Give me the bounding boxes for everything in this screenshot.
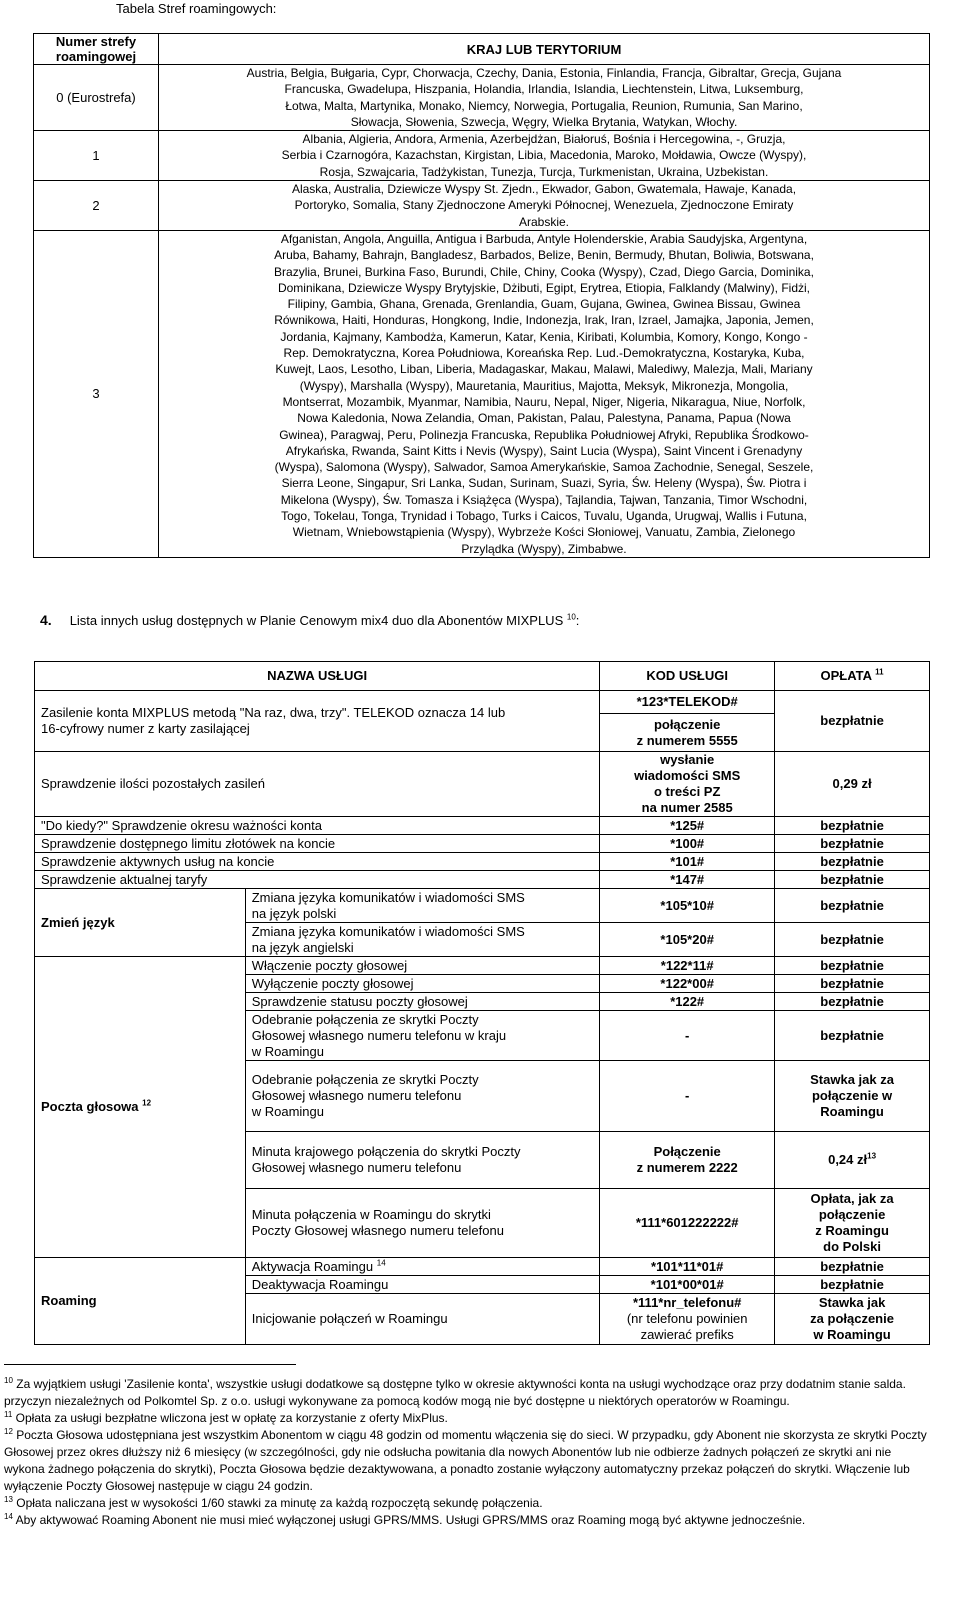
table-row	[35, 957, 930, 975]
service-code: *101*00*01#	[600, 1276, 775, 1294]
footnote: $^{12}$ Poczta Głosowa udostępniana jest wszystkim Abonentom w ciągu 48 godzin od momentu włączenia się do sieci. W przypadku, gdy Abonent nie skorzysta ze skrytki Poczty Głosowej przez okres dłuższy niż 6 miesięcy (w szczególności, gdy nie odsłucha powitania dla nowych Abonentów lub nie odbierze żadnych połączeń ze skrytki ani nie wykona żadnego połączenia do skrytki), Poczta Głosowa będzie dezaktywowana, a ponadto zostanie wyłączony automatyczny przekaz połączeń do skrytki. Włączenie lub wyłączenie Poczty Głosowej następuje w ciągu 24 godzin.	[4, 1427, 927, 1493]
footnote: $^{11}$ Opłata za usługi bezpłatne wliczona jest w opłatę za korzystanie z oferty MixPlus.	[4, 1410, 448, 1425]
service-fee: 0,24 $zł^{13}$	[775, 1132, 930, 1189]
service-code: *125#	[600, 817, 775, 835]
service-code: *105*10#	[600, 889, 775, 923]
service-name: Minuta krajowego połączenia do skrytki Poczty Głosowej własnego numeru telefonu	[245, 1132, 600, 1189]
service-fee: bezpłatnie	[775, 1276, 930, 1294]
group-label-language: Zmień język	[35, 889, 246, 957]
zone-number: 2	[34, 181, 159, 231]
service-fee: bezpłatnie	[775, 957, 930, 975]
service-name: Inicjowanie połączeń w Roamingu	[245, 1294, 600, 1345]
section-heading	[40, 612, 579, 628]
service-name: Deaktywacja Roamingu	[245, 1276, 600, 1294]
service-code: *122*00#	[600, 975, 775, 993]
service-code: Połączenie z numerem 2222	[600, 1132, 775, 1189]
section-footnote-ref: 10	[566, 612, 576, 622]
table-row	[35, 871, 930, 889]
service-code: *101*11*01#	[600, 1258, 775, 1276]
service-fee: bezpłatnie	[775, 993, 930, 1011]
service-code: *101#	[600, 853, 775, 871]
service-fee: bezpłatnie	[775, 817, 930, 835]
service-name: Wyłączenie poczty głosowej	[245, 975, 600, 993]
service-fee: bezpłatnie	[775, 1258, 930, 1276]
service-fee: Opłata, jak za połączenie z Roamingu do Polski	[775, 1189, 930, 1258]
roaming-zones-table	[33, 33, 930, 558]
service-fee: bezpłatnie	[775, 835, 930, 853]
service-fee-header: OPŁATA $^{11}$	[775, 662, 930, 691]
service-name: Włączenie poczty głosowej	[245, 957, 600, 975]
service-name: Zasilenie konta MIXPLUS metodą "Na raz, dwa, trzy". TELEKOD oznacza 14 lub 16-cyfrowy numer z karty zasilającej	[35, 691, 600, 752]
zone-countries: Alaska, Australia, Dziewicze Wyspy St. Zjedn., Ekwador, Gabon, Gwatemala, Hawaje, Kanada, Portoryko, Somalia, Stany Zjednoczone Ameryki Północnej, Wenezuela, Zjednoczone Emiraty Arabskie.	[159, 181, 930, 231]
country-header: KRAJ LUB TERYTORIUM	[159, 34, 930, 65]
zone-row	[34, 65, 930, 131]
group-label-voicemail: Poczta głosowa $^{12}$	[35, 957, 246, 1258]
service-name: Odebranie połączenia ze skrytki Poczty Głosowej własnego numeru telefonu w Roamingu	[245, 1061, 600, 1132]
table-row	[35, 1258, 930, 1276]
service-fee: Stawka jak za połączenie w Roamingu	[775, 1061, 930, 1132]
service-fee: 0,29 zł	[775, 752, 930, 817]
service-code: *100#	[600, 835, 775, 853]
service-code-header: KOD USŁUGI	[600, 662, 775, 691]
footnote: $^{14}$ Aby aktywować Roaming Abonent nie musi mieć wyłączonej usługi GPRS/MMS. Usługi GPRS/MMS oraz Roaming mogą być aktywne jednocześnie.	[4, 1512, 806, 1527]
service-code: *147#	[600, 871, 775, 889]
service-code: *111*601222222#	[600, 1189, 775, 1258]
zone-row	[34, 131, 930, 181]
footnotes	[4, 1376, 930, 1529]
service-code: *122#	[600, 993, 775, 1011]
zone-number-header: Numer strefy roamingowej	[34, 34, 159, 65]
service-code: wysłanie wiadomości SMS o treści PZ na numer 2585	[600, 752, 775, 817]
zone-countries: Austria, Belgia, Bułgaria, Cypr, Chorwacja, Czechy, Dania, Estonia, Finlandia, Francja, Gibraltar, Grecja, Gujana Francuska, Gwadelupa, Hiszpania, Holandia, Irlandia, Islandia, Liechtenstein, Litwa, Luksemburg, Łotwa, Malta, Martynika, Monako, Niemcy, Norwegia, Portugalia, Reunion, Rumunia, San Marino, Słowacja, Słowenia, Szwecja, Węgry, Wielka Brytania, Watykan, Włochy.	[159, 65, 930, 131]
service-name: "Do kiedy?" Sprawdzenie okresu ważności konta	[35, 817, 600, 835]
table-row	[35, 752, 930, 817]
table-row	[35, 691, 930, 714]
zone-countries: Albania, Algieria, Andora, Armenia, Azerbejdżan, Białoruś, Bośnia i Hercegowina, -, Gruzja, Serbia i Czarnogóra, Kazachstan, Kirgistan, Libia, Macedonia, Maroko, Mołdawia, Owcze (Wyspy), Rosja, Szwajcaria, Tadżykistan, Tunezja, Turcja, Turkmenistan, Ukraina, Uzbekistan.	[159, 131, 930, 181]
service-fee: bezpłatnie	[775, 975, 930, 993]
footnote: $^{13}$ Opłata naliczana jest w wysokości 1/60 stawki za minutę za każdą rozpoczętą sekundę połączenia.	[4, 1495, 543, 1510]
service-name: Zmiana języka komunikatów i wiadomości SMS na język angielski	[245, 923, 600, 957]
zone-countries: Afganistan, Angola, Anguilla, Antigua i Barbuda, Antyle Holenderskie, Arabia Saudyjska, Argentyna, Aruba, Bahamy, Bahrajn, Bangladesz, Barbados, Belize, Benin, Bermudy, Bhutan, Boliwia, Botswana, Brazylia, Brunei, Burkina Faso, Burundi, Chile, Chiny, Cooka (Wyspy), Czad, Diego Garcia, Dominika, Dominikana, Dziewicze Wyspy Brytyjskie, Dżibuti, Egipt, Erytrea, Etiopia, Falklandy (Malwiny), Fidżi, Filipiny, Gambia, Ghana, Grenada, Grenlandia, Guam, Gujana, Gwinea, Gwinea Bissau, Gwinea Równikowa, Haiti, Honduras, Hongkong, Indie, Indonezja, Irak, Iran, Izrael, Jamajka, Japonia, Jemen, Jordania, Kajmany, Kambodża, Kamerun, Katar, Kenia, Kiribati, Kolumbia, Komory, Kongo, Kongo - Rep. Demokratyczna, Korea Południowa, Koreańska Rep. Lud.-Demokratyczna, Kostaryka, Kuba, Kuwejt, Laos, Lesotho, Liban, Liberia, Madagaskar, Makau, Malawi, Malediwy, Malezja, Mali, Mariany (Wyspy), Marshalla (Wyspy), Mauretania, Mauritius, Majotta, Meksyk, Mikronezja, Mongolia, Montserrat, Mozambik, Myanmar, Namibia, Nauru, Nepal, Niger, Nigeria, Nikaragua, Niue, Norfolk, Nowa Kaledonia, Nowa Zelandia, Oman, Pakistan, Palau, Palestyna, Panama, Papua (Nowa Gwinea), Paragwaj, Peru, Polinezja Francuska, Republika Południowej Afryki, Republika Środkowo- Afrykańska, Rwanda, Saint Kitts i Nevis (Wyspy), Saint Lucia (Wyspa), Saint Vincent i Grenadyny (Wyspa), Salomona (Wyspy), Salwador, Samoa Amerykańskie, Samoa Zachodnie, Senegal, Seszele, Sierra Leone, Singapur, Sri Lanka, Sudan, Surinam, Suazi, Syria, Św. Heleny (Wyspa), Św. Piotra i Mikelona (Wyspy), Św. Tomasza i Książęca (Wyspa), Tajlandia, Tajwan, Tanzania, Timor Wschodni, Togo, Tokelau, Tonga, Trynidad i Tobago, Turks i Caicos, Tuvalu, Uganda, Urugwaj, Wallis i Futuna, Wietnam, Wniebowstąpienia (Wyspy), Wybrzeże Kości Słoniowej, Vanuatu, Zambia, Zielonego Przylądka (Wyspy), Zimbabwe.	[159, 230, 930, 557]
service-fee: bezpłatnie	[775, 871, 930, 889]
service-name: Sprawdzenie aktywnych usług na koncie	[35, 853, 600, 871]
service-code: -	[600, 1061, 775, 1132]
section-colon: :	[575, 613, 580, 628]
service-code: *123*TELEKOD#	[600, 691, 775, 714]
group-label-roaming: Roaming	[35, 1258, 246, 1345]
service-code: -	[600, 1011, 775, 1061]
service-code: *111*nr_telefonu# (nr telefonu powinien zawierać prefiks	[600, 1294, 775, 1345]
service-name: Zmiana języka komunikatów i wiadomości SMS na język polski	[245, 889, 600, 923]
zone-row	[34, 181, 930, 231]
table-row	[35, 889, 930, 923]
service-name: Sprawdzenie dostępnego limitu złotówek na koncie	[35, 835, 600, 853]
service-name: Aktywacja Roamingu $^{14}$	[245, 1258, 600, 1276]
zone-number: 1	[34, 131, 159, 181]
service-fee: bezpłatnie	[775, 1011, 930, 1061]
service-code: połączenie z numerem 5555	[600, 714, 775, 752]
service-name-header: NAZWA USŁUGI	[35, 662, 600, 691]
service-name: Sprawdzenie statusu poczty głosowej	[245, 993, 600, 1011]
table-header-row	[35, 662, 930, 691]
zone-number: 0 (Eurostrefa)	[34, 65, 159, 131]
service-code: *105*20#	[600, 923, 775, 957]
service-fee: bezpłatnie	[775, 923, 930, 957]
table-row	[35, 817, 930, 835]
service-name: Minuta połączenia w Roamingu do skrytki Poczty Głosowej własnego numeru telefonu	[245, 1189, 600, 1258]
service-name: Odebranie połączenia ze skrytki Poczty Głosowej własnego numeru telefonu w kraju w Roamingu	[245, 1011, 600, 1061]
section-title: Lista innych usług dostępnych w Planie Cenowym mix4 duo dla Abonentów MIXPLUS	[69, 613, 564, 628]
service-fee: bezpłatnie	[775, 691, 930, 752]
zone-row	[34, 230, 930, 557]
service-name: Sprawdzenie ilości pozostałych zasileń	[35, 752, 600, 817]
table-row	[35, 853, 930, 871]
zone-number: 3	[34, 230, 159, 557]
service-code: *122*11#	[600, 957, 775, 975]
service-fee: Stawka jak za połączenie w Roamingu	[775, 1294, 930, 1345]
service-name: Sprawdzenie aktualnej taryfy	[35, 871, 600, 889]
footnote-divider	[4, 1364, 296, 1365]
service-fee: bezpłatnie	[775, 889, 930, 923]
footnote: $^{10}$ Za wyjątkiem usługi 'Zasilenie konta', wszystkie usługi dodatkowe są dostępne tylko w okresie aktywności konta na usługi wychodzące oraz przy dodatnim stanie salda. przyczyn niezależnych od Polkomtel Sp. z o.o. usługi wykonywane za pomocą kodów mogą nie być dostępne u niektórych operatorów w Roamingu.	[4, 1376, 906, 1408]
services-table	[34, 661, 930, 1345]
table-row	[35, 835, 930, 853]
service-fee: bezpłatnie	[775, 853, 930, 871]
table-header-row	[34, 34, 930, 65]
table-caption: Tabela Stref roamingowych:	[116, 1, 277, 16]
section-number: 4.	[40, 612, 52, 628]
